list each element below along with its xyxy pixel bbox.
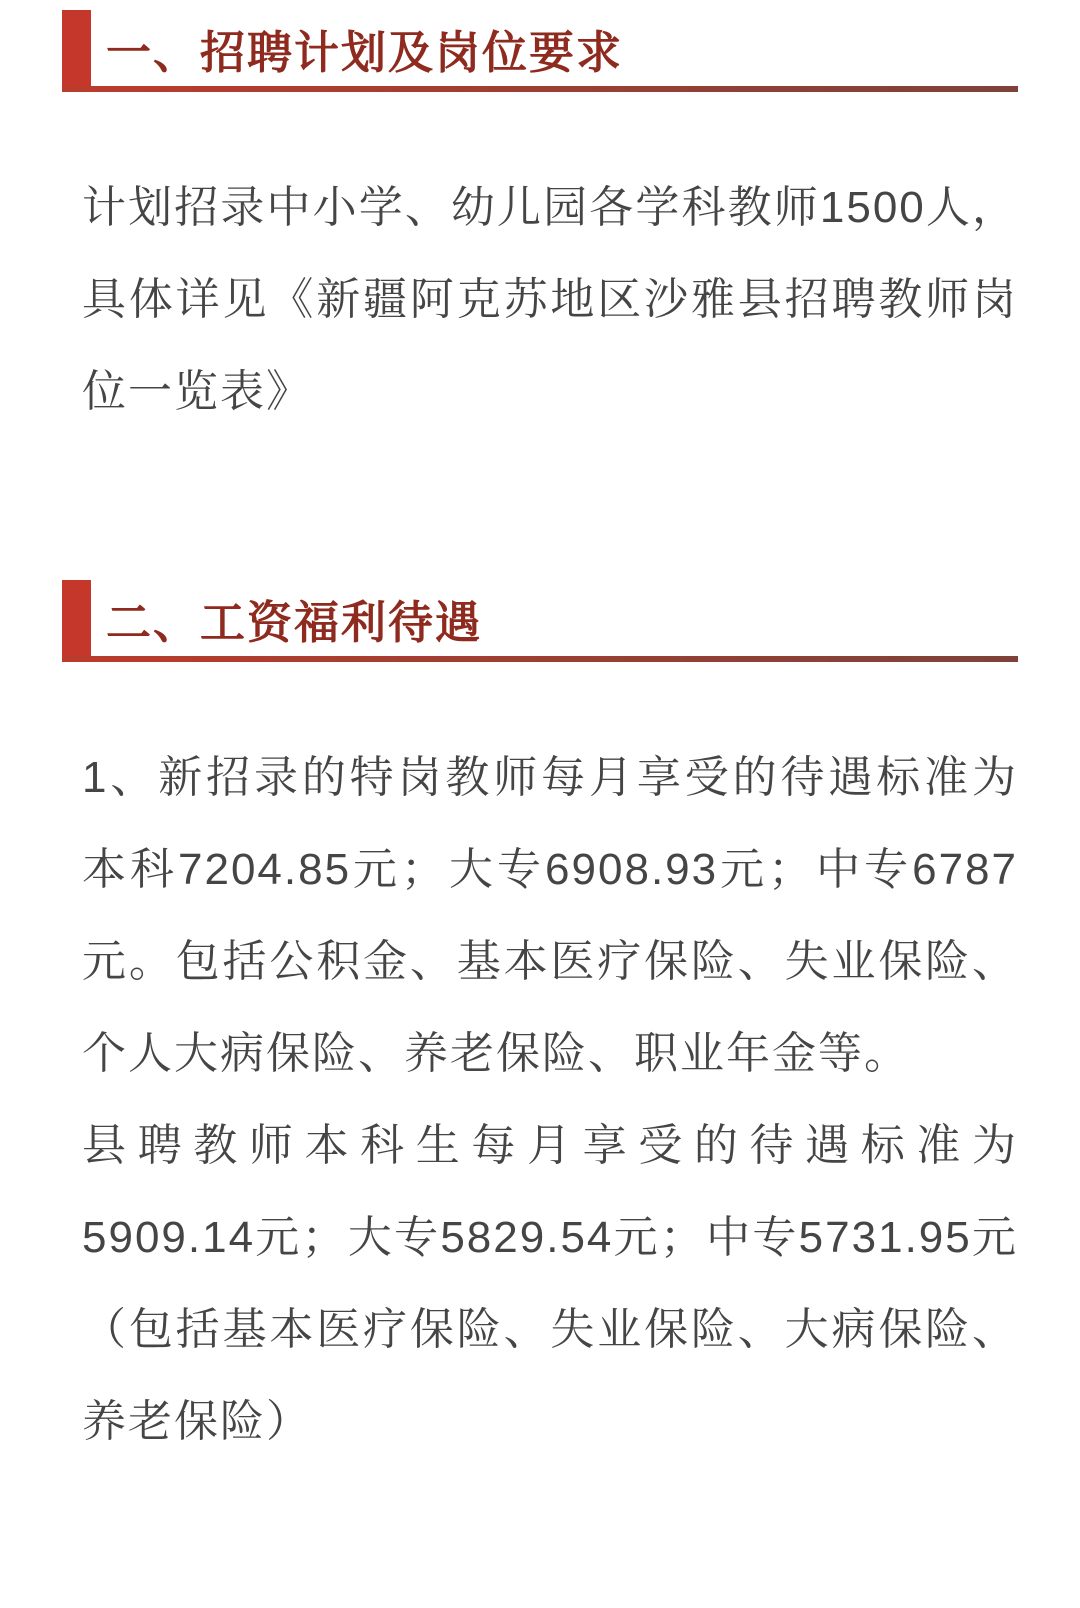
section-header-recruitment — [62, 10, 1018, 92]
section-recruitment-plan — [62, 10, 1018, 438]
section-underline — [62, 656, 1018, 662]
paragraph-county-salary: 县聘教师本科生每月享受的待遇标准为5909.14元；大专5829.54元；中专5731.95元（包括基本医疗保险、失业保险、大病保险、养老保险） — [82, 1121, 1018, 1446]
section-header-salary — [62, 580, 1018, 662]
paragraph-tegang-salary: 1、新招录的特岗教师每月享受的待遇标准为本科7204.85元；大专6908.93元；中专6787元。包括公积金、基本医疗保险、失业保险、个人大病保险、养老保险、职业年金等。 — [82, 753, 1018, 1078]
section-salary-benefits — [62, 580, 1018, 1468]
section-title-recruitment: 一、招聘计划及岗位要求 — [106, 26, 624, 78]
section-marker-bar — [62, 10, 91, 90]
section-marker-bar — [62, 580, 91, 660]
paragraph-recruitment-plan: 计划招录中小学、幼儿园各学科教师1500人，具体详见《新疆阿克苏地区沙雅县招聘教师岗位一览表》 — [82, 183, 1018, 416]
section-underline — [62, 86, 1018, 92]
section-title-salary: 二、工资福利待遇 — [106, 596, 483, 648]
